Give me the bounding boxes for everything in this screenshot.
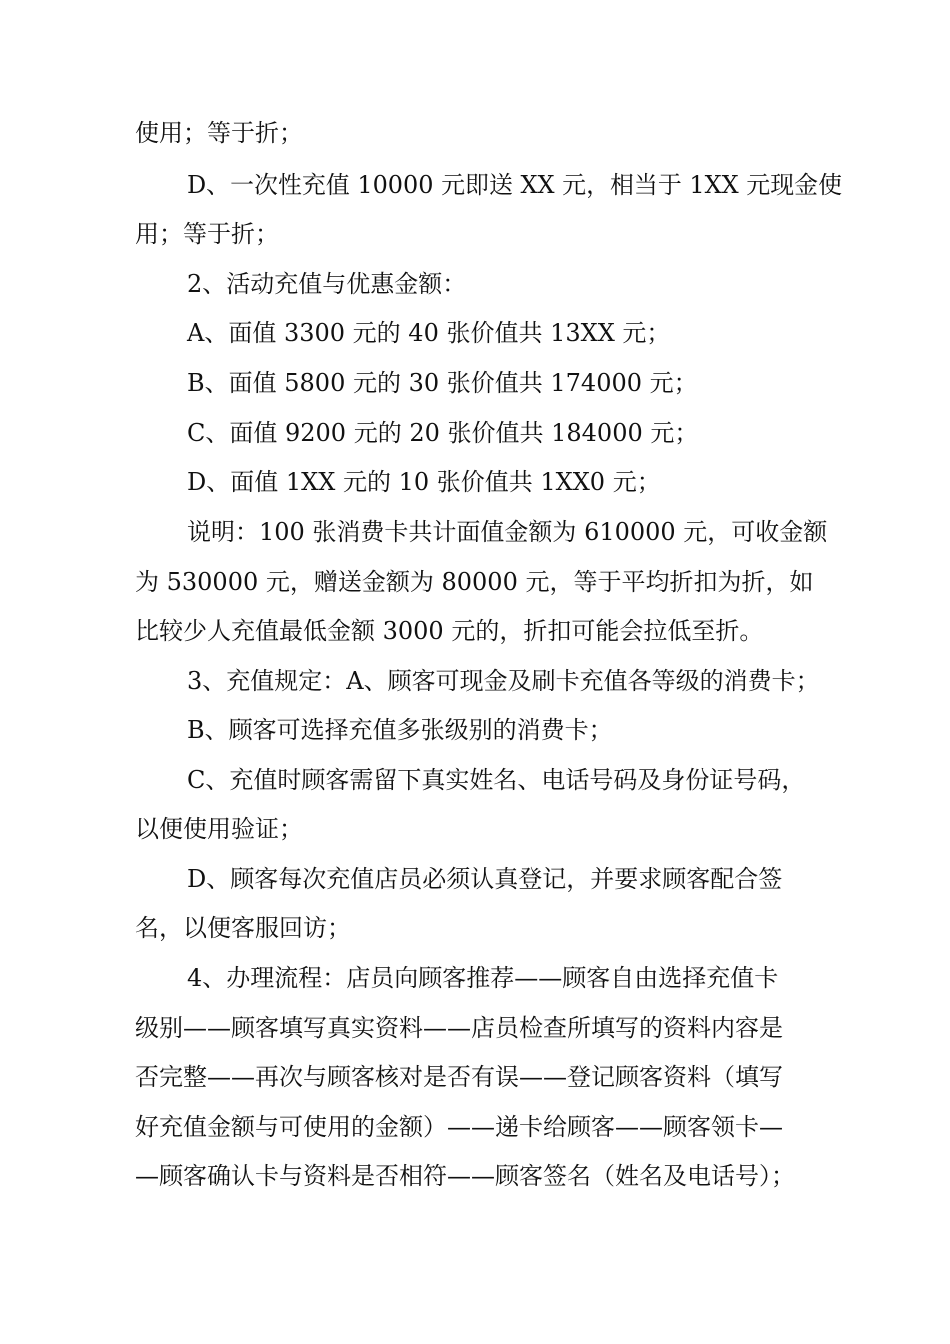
text-line: 使用；等于折； [135, 119, 303, 147]
text-line: 说明：100 张消费卡共计面值金额为 610000 元，可收金额 [187, 518, 828, 546]
text-line: 2、活动充值与优惠金额： [187, 270, 467, 298]
text-line: 为 530000 元，赠送金额为 80000 元，等于平均折扣为折，如 [135, 568, 814, 596]
text-line: B、顾客可选择充值多张级别的消费卡； [187, 716, 613, 744]
text-line: 比较少人充值最低金额 3000 元的，折扣可能会拉低至折。 [135, 617, 764, 645]
text-line: 好充值金额与可使用的金额）——递卡给顾客——顾客领卡— [135, 1113, 783, 1141]
text-line: D、面值 1XX 元的 10 张价值共 1XX0 元； [187, 468, 661, 496]
text-line: D、顾客每次充值店员必须认真登记，并要求顾客配合签 [187, 865, 783, 893]
text-line: 3、充值规定：A、顾客可现金及刷卡充值各等级的消费卡； [187, 667, 820, 695]
text-line: —顾客确认卡与资料是否相符——顾客签名（姓名及电话号）； [135, 1162, 795, 1190]
text-line: D、一次性充值 10000 元即送 XX 元，相当于 1XX 元现金使 [187, 171, 843, 199]
text-line: 以便使用验证； [135, 815, 303, 843]
text-line: A、面值 3300 元的 40 张价值共 13XX 元； [187, 319, 671, 347]
text-line: C、充值时顾客需留下真实姓名、电话号码及身份证号码， [187, 766, 806, 794]
text-line: 4、办理流程：店员向顾客推荐——顾客自由选择充值卡 [187, 964, 779, 992]
text-line: 级别——顾客填写真实资料——店员检查所填写的资料内容是 [135, 1014, 783, 1042]
text-line: 用；等于折； [135, 220, 279, 248]
text-line: 否完整——再次与顾客核对是否有误——登记顾客资料（填写 [135, 1063, 783, 1091]
text-line: B、面值 5800 元的 30 张价值共 174000 元； [187, 369, 698, 397]
text-line: C、面值 9200 元的 20 张价值共 184000 元； [187, 419, 699, 447]
text-line: 名，以便客服回访； [135, 914, 351, 942]
